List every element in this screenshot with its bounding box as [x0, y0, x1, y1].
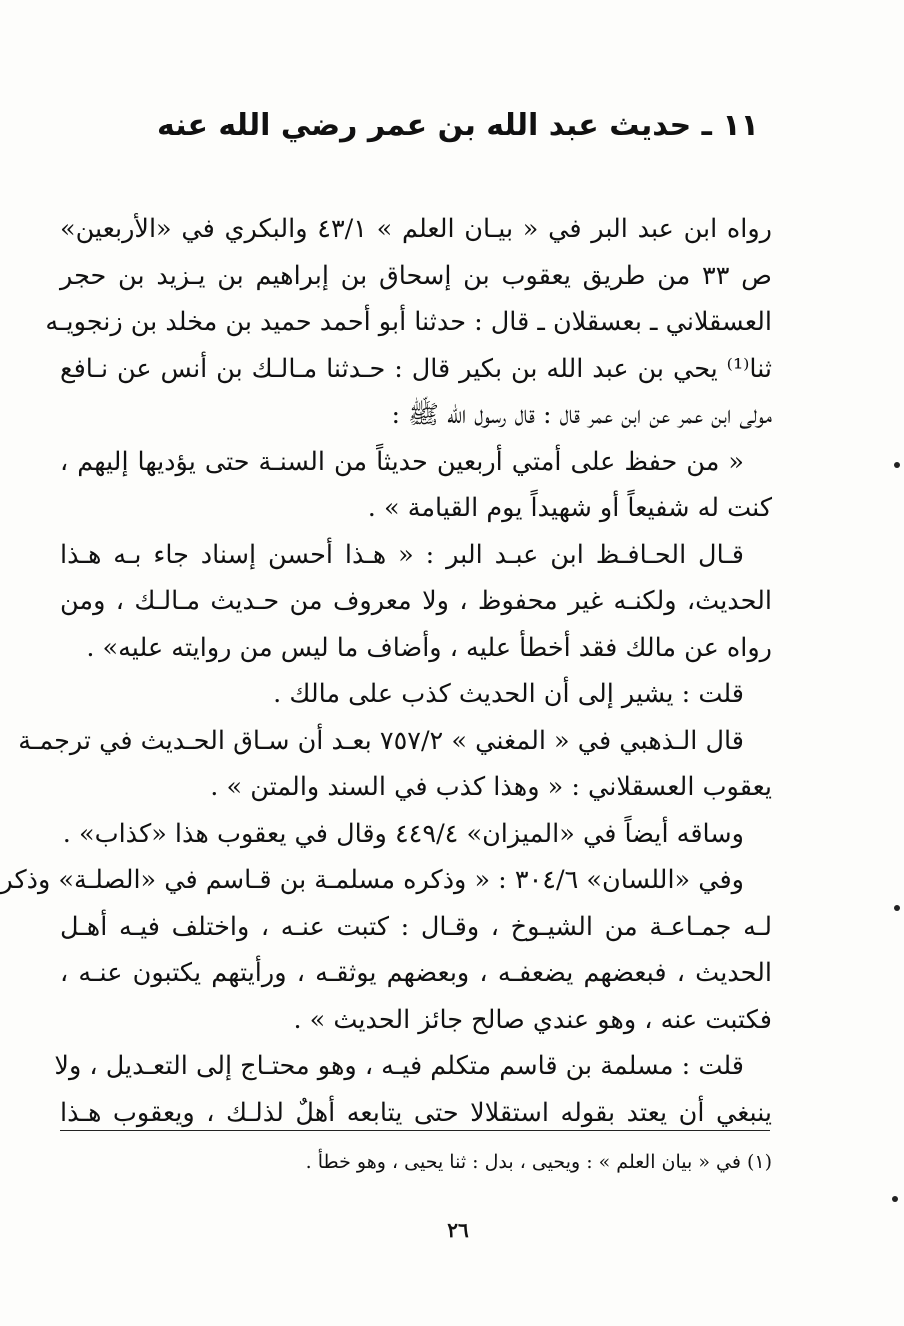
text-line: يعقوب العسقلاني : « وهذا كذب في السند والمتن » . [210, 772, 772, 802]
text-line: ثنا⁽¹⁾ يحي بن عبد الله بن بكير قال : حـدثنا مـالـك بن أنس عن نـافع [60, 353, 772, 384]
page-title: ١١ ـ حديث عبد الله بن عمر رضي الله عنه [157, 108, 759, 143]
text-line: قلت : يشير إلى أن الحديث كذب على مالك . [273, 679, 744, 709]
body-text [0, 206, 772, 1136]
text-line: ينبغي أن يعتد بقوله استقلالا حتى يتابعه أهلٌ لذلـك ، ويعقوب هـذا [60, 1097, 772, 1128]
text-line: مولى ابن عمر عن ابن عمر قال : قال رسول الله ﷺ : [391, 400, 772, 430]
margin-mark [894, 905, 900, 911]
text-line: رواه عن مالك فقد أخطأ عليه ، وأضاف ما ليس من روايته عليه» . [86, 632, 772, 663]
text-line: قلت : مسلمة بن قاسم متكلم فيـه ، وهو محتـاج إلى التعـديل ، ولا [54, 1051, 744, 1081]
text-line: فكتبت عنه ، وهو عندي صالح جائز الحديث » . [293, 1004, 772, 1035]
text-line: الحديث ، فبعضهم يضعفـه ، وبعضهم يوثقـه ، ورأيتهم يكتبون عنـه ، [60, 958, 772, 988]
text-line: وساقه أيضاً في «الميزان» ٤٤٩/٤ وقال في يعقوب هذا «كذاب» . [62, 818, 744, 849]
text-line: الحديث، ولكنـه غير محفوظ ، ولا معروف من حـديث مـالـك ، ومن [60, 586, 772, 616]
text-line: وفي «اللسان» ٣٠٤/٦ : « وذكره مسلمـة بن قـاسم في «الصلـة» وذكر [0, 865, 744, 895]
footnote-divider [60, 1130, 770, 1131]
margin-mark [892, 1196, 898, 1202]
text-line: ص ٣٣ من طريق يعقوب بن إسحاق بن إبراهيم بن يـزيد بن حجر [60, 260, 772, 291]
text-line: العسقلاني ـ بعسقلان ـ قال : حدثنا أبو أحمد حميد بن مخلد بن زنجويـه [45, 307, 772, 337]
footnote: (١) في « بيان العلم » : ويحيى ، بدل : ثنا يحيى ، وهو خطأ . [305, 1151, 772, 1173]
text-line: رواه ابن عبد البر في « بيـان العلم » ٤٣/١ والبكري في «الأربعين» [60, 214, 772, 244]
text-line: كنت له شفيعاً أو شهيداً يوم القيامة » . [367, 493, 772, 523]
text-line: قـال الحـافـظ ابن عبـد البر : « هـذا أحسن إسناد جاء بـه هـذا [60, 539, 744, 570]
margin-mark [894, 462, 900, 468]
page-number: ٢٦ [447, 1218, 469, 1242]
text-line: « من حفظ على أمتي أربعين حديثاً من السنـة حتى يؤديها إليهم ، [60, 446, 744, 477]
text-line: قال الـذهبي في « المغني » ٧٥٧/٢ بعـد أن سـاق الحـديث في ترجمـة [18, 725, 744, 756]
text-line: لـه جمـاعـة من الشيـوخ ، وقـال : كتبت عنـه ، واختلف فيـه أهـل [60, 911, 772, 942]
